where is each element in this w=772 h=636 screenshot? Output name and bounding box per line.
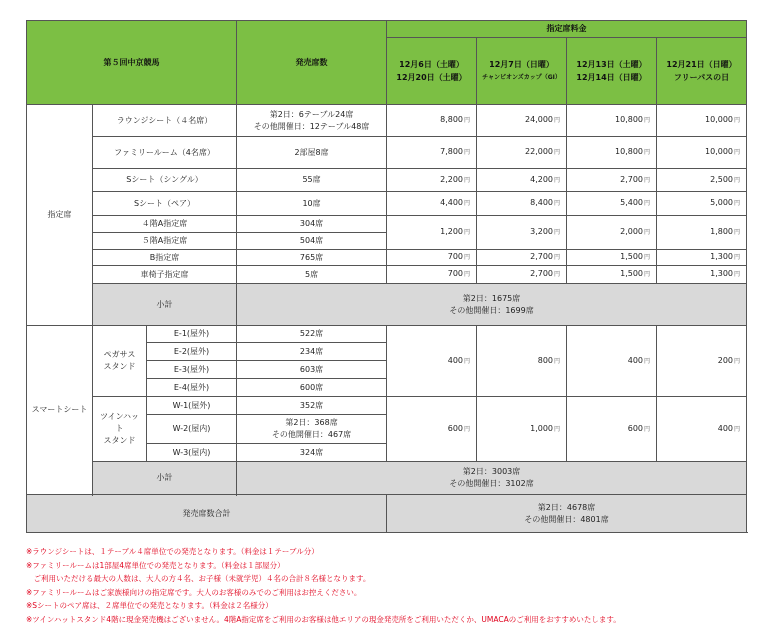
table-row [27, 105, 747, 137]
seat-count: 304席 [237, 216, 387, 233]
yen-unit: 円 [734, 425, 741, 433]
header-price-group: 指定席料金 [387, 21, 747, 38]
price-cell: 10,800円 [567, 137, 657, 169]
price-cell: 800円 [477, 326, 567, 397]
yen-unit: 円 [554, 254, 561, 261]
table-row [27, 266, 747, 284]
seat-name: Sシート（シングル） [93, 169, 237, 192]
yen-unit: 円 [464, 357, 471, 365]
price-cell: 400円 [387, 326, 477, 397]
seat-name: ４階A指定席 [93, 216, 237, 233]
seat-name: W-3(屋内) [147, 444, 237, 462]
group-smart: スマートシート [27, 326, 93, 495]
yen-unit: 円 [734, 176, 741, 184]
price-cell: 8,400円 [477, 192, 567, 216]
yen-unit: 円 [644, 357, 651, 365]
subtotal-value: 第2日：3003席 その他開催日：3102席 [237, 462, 747, 495]
subtotal-label: 小計 [93, 284, 237, 326]
header-day-4: 12月21日（日曜） フリーパスの日 [657, 38, 747, 105]
yen-unit: 円 [734, 149, 741, 156]
note: ※ファミリールームは1部屋4席単位での発売となります。（料金は１部屋分） [26, 560, 285, 570]
price-cell: 1,800円 [657, 216, 747, 250]
seat-count: 765席 [237, 250, 387, 266]
yen-unit: 円 [554, 200, 561, 207]
table-row [27, 326, 747, 343]
yen-unit: 円 [554, 425, 561, 433]
seat-price-table [26, 20, 747, 533]
price-cell: 5,000円 [657, 192, 747, 216]
seat-name: W-2(屋内) [147, 415, 237, 444]
price-cell: 7,800円 [387, 137, 477, 169]
price-cell: 22,000円 [477, 137, 567, 169]
yen-unit: 円 [464, 229, 471, 236]
yen-unit: 円 [554, 271, 561, 278]
yen-unit: 円 [554, 229, 561, 236]
yen-unit: 円 [734, 117, 741, 124]
price-cell: 1,300円 [657, 250, 747, 266]
seat-name: W-1(屋外) [147, 397, 237, 415]
total-row [27, 495, 747, 533]
yen-unit: 円 [734, 229, 741, 236]
yen-unit: 円 [464, 425, 471, 433]
yen-unit: 円 [644, 200, 651, 207]
note: ※ファミリールームはご家族様向けの指定席です。大人のお客様のみでのご利用はお控えください。 [26, 587, 362, 597]
price-cell: 2,500円 [657, 169, 747, 192]
seat-name: B指定席 [93, 250, 237, 266]
yen-unit: 円 [464, 200, 471, 207]
yen-unit: 円 [554, 357, 561, 365]
yen-unit: 円 [644, 117, 651, 124]
price-cell: 10,800円 [567, 105, 657, 137]
yen-unit: 円 [644, 176, 651, 184]
yen-unit: 円 [644, 229, 651, 236]
price-cell: 2,700円 [477, 250, 567, 266]
seat-name: E-2(屋外) [147, 343, 237, 361]
yen-unit: 円 [644, 149, 651, 156]
price-cell: 2,200円 [387, 169, 477, 192]
notes [26, 545, 766, 626]
price-cell: 700円 [387, 266, 477, 284]
total-label: 発売席数合計 [27, 495, 387, 533]
yen-unit: 円 [734, 271, 741, 278]
seat-name: Sシート（ペア） [93, 192, 237, 216]
yen-unit: 円 [464, 176, 471, 184]
subtotal-row [27, 284, 747, 326]
table-row [27, 250, 747, 266]
seat-count: 600席 [237, 379, 387, 397]
seat-name: ５階A指定席 [93, 233, 237, 250]
yen-unit: 円 [554, 149, 561, 156]
yen-unit: 円 [734, 200, 741, 207]
price-cell: 2,000円 [567, 216, 657, 250]
yen-unit: 円 [644, 271, 651, 278]
table-row [27, 397, 747, 415]
price-cell: 2,700円 [567, 169, 657, 192]
header-day-2: 12月7日（日曜） チャンピオンズカップ（GⅠ） [477, 38, 567, 105]
price-cell: 10,000円 [657, 105, 747, 137]
yen-unit: 円 [464, 254, 471, 261]
yen-unit: 円 [644, 254, 651, 261]
table-row [27, 137, 747, 169]
seat-count: 234席 [237, 343, 387, 361]
price-cell: 1,000円 [477, 397, 567, 462]
yen-unit: 円 [464, 117, 471, 124]
stand-twinhat: ツインハット スタンド [93, 397, 147, 462]
price-cell: 1,500円 [567, 266, 657, 284]
seat-count: 504席 [237, 233, 387, 250]
table-row [27, 169, 747, 192]
seat-count: 603席 [237, 361, 387, 379]
yen-unit: 円 [464, 149, 471, 156]
header-seats-count: 発売席数 [237, 21, 387, 105]
seat-name: ファミリールーム（4名席） [93, 137, 237, 169]
header-day-1: 12月6日（土曜） 12月20日（土曜） [387, 38, 477, 105]
price-cell: 400円 [657, 397, 747, 462]
note: ※Sシートのペア席は、２席単位での発売となります。（料金は２名様分） [26, 601, 273, 610]
yen-unit: 円 [644, 425, 651, 433]
price-cell: 1,300円 [657, 266, 747, 284]
yen-unit: 円 [464, 271, 471, 278]
subtotal-row [27, 462, 747, 495]
price-cell: 8,800円 [387, 105, 477, 137]
price-cell: 200円 [657, 326, 747, 397]
header-day-3: 12月13日（土曜） 12月14日（日曜） [567, 38, 657, 105]
note: ※ラウンジシートは、１テーブル４席単位での発売となります。（料金は１テーブル分） [26, 547, 319, 556]
stand-pegasus: ペガサス スタンド [93, 326, 147, 397]
seat-count: 5席 [237, 266, 387, 284]
price-cell: 2,700円 [477, 266, 567, 284]
price-cell: 5,400円 [567, 192, 657, 216]
seat-name: E-3(屋外) [147, 361, 237, 379]
header-event: 第５回中京競馬 [27, 21, 237, 105]
yen-unit: 円 [554, 176, 561, 184]
price-cell: 1,500円 [567, 250, 657, 266]
table-row [27, 192, 747, 216]
price-cell: 600円 [387, 397, 477, 462]
seat-count: 10席 [237, 192, 387, 216]
group-reserved: 指定席 [27, 105, 93, 326]
seat-name: E-1(屋外) [147, 326, 237, 343]
price-cell: 400円 [567, 326, 657, 397]
price-cell: 4,200円 [477, 169, 567, 192]
seat-count: 324席 [237, 444, 387, 462]
price-cell: 1,200円 [387, 216, 477, 250]
price-cell: 4,400円 [387, 192, 477, 216]
price-cell: 24,000円 [477, 105, 567, 137]
table-row [27, 216, 747, 233]
total-value: 第2日：4678席 その他開催日：4801席 [387, 495, 747, 533]
note: ※ツインハットスタンド4階に現金発売機はございません。4階A指定席をご利用のお客様は他エリアの現金発売所をご利用いただくか、UMACAのご利用をおすすめいたします。 [26, 614, 621, 624]
seat-count: 2部屋8席 [237, 137, 387, 169]
seat-count: 522席 [237, 326, 387, 343]
subtotal-value: 第2日：1675席 その他開催日：1699席 [237, 284, 747, 326]
seat-name: E-4(屋外) [147, 379, 237, 397]
seat-name: 車椅子指定席 [93, 266, 237, 284]
seat-count: 第2日：6テーブル24席 その他開催日：12テーブル48席 [237, 105, 387, 137]
seat-count: 第2日：368席 その他開催日：467席 [237, 415, 387, 444]
note: ご利用いただける最大の人数は、大人の方４名、お子様（未就学児）４名の合計８名様となります。 [26, 574, 371, 583]
price-cell: 700円 [387, 250, 477, 266]
price-cell: 10,000円 [657, 137, 747, 169]
seat-count: 55席 [237, 169, 387, 192]
seat-name: ラウンジシート（４名席） [93, 105, 237, 137]
price-cell: 600円 [567, 397, 657, 462]
yen-unit: 円 [734, 254, 741, 261]
yen-unit: 円 [734, 357, 741, 365]
yen-unit: 円 [554, 117, 561, 124]
subtotal-label: 小計 [93, 462, 237, 495]
price-cell: 3,200円 [477, 216, 567, 250]
seat-count: 352席 [237, 397, 387, 415]
